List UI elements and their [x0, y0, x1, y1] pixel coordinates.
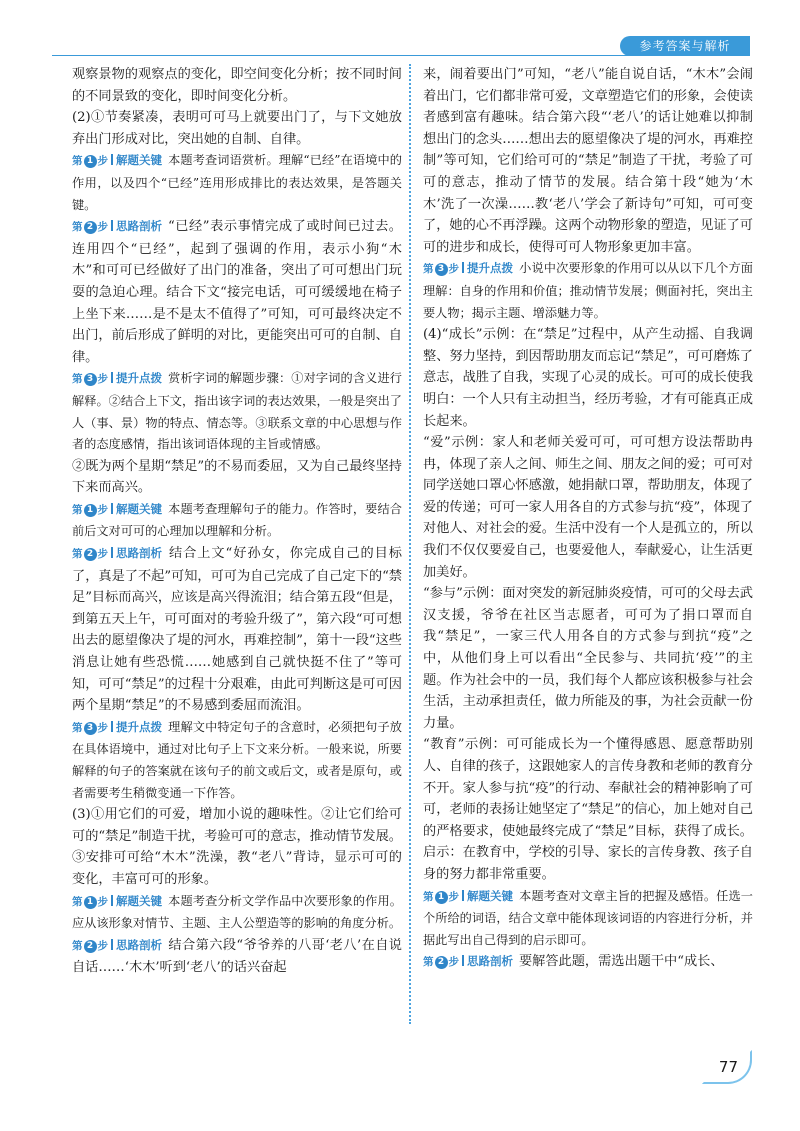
step-badge: 第 2 步 思路剖析 [72, 546, 162, 561]
paragraph: 来，闹着要出门”可知，“老八”能自说自话，“木木”会闹着出门，它们都非常可爱，文章塑造它们的形象，会使读者感到富有趣味。结合第六段“‘老八’的话让她难以抑制想出门的念头……想出去的愿望像决了堤的河水，再难控制”等可知，它们给可可的“禁足”制造了干扰，考验了可可的意志，推动了情节的发展。结合第十段“她为‘木木’洗了一次澡……教‘老八’学会了新诗句”可知，可可变了，她的心不再浮躁。这两个动物形象的塑造，见证了可可的进步和成长，使得可可人物形象更加丰富。 [423, 67, 753, 255]
left-column [72, 64, 402, 979]
step-badge: 第 1 步 解题关键 [423, 888, 513, 903]
step-badge: 第 2 步 思路剖析 [72, 937, 162, 952]
step-badge: 第 1 步 解题关键 [72, 501, 162, 516]
step-tips: 第 3 步 提升点拨 理解文中特定句子的含意时，必须把句子放在具体语境中，通过对比句子上下文来分析。一般来说，所要解释的句子的答案就在该句子的前文或后文，或者是原句，或者需要考生稍微变通一下作答。 [72, 717, 402, 804]
answer-2-2: ②既为两个星期“禁足”的不易而委屈，又为自己最终坚持下来而高兴。 [72, 458, 402, 496]
step-keypoint: 第 1 步 解题关键 本题考查对文章主旨的把握及感悟。任选一个所给的词语，结合文章中能体现该词语的内容进行分析，并据此写出自己得到的启示即可。 [423, 886, 753, 952]
step-badge: 第 1 步 解题关键 [72, 893, 162, 908]
step-tips: 第 3 步 提升点拨 赏析字词的解题步骤：①对字词的含义进行解释。②结合上下文，指出该字词的表达效果，一般是突出了人（事、景）物的特点、情态等。③联系文章的中心思想与作者的态度感情，指出该词语体现的主旨或情感。 [72, 368, 402, 455]
step-keypoint: 第 1 步 解题关键 本题考查词语赏析。理解“已经”在语境中的作用，以及四个“已经”连用形成排比的表达效果，是答题关键。 [72, 150, 402, 216]
answer-2-1: (2)①节奏紧凑，表明可可马上就要出门了，与下文她放弃出门形成对比，突出她的自制、自律。 [72, 110, 402, 147]
step-badge: 第 1 步 解题关键 [72, 153, 162, 168]
step-analysis: 第 2 步 思路剖析 结合第六段“爷爷养的八哥‘老八’在自说自话……‘木木’听到‘老八’的话兴奋起 [72, 935, 402, 979]
page-number: 77 [718, 1058, 738, 1076]
step-keypoint: 第 1 步 解题关键 本题考查分析文学作品中次要形象的作用。应从该形象对情节、主题、主人公塑造等的影响的角度分析。 [72, 891, 402, 935]
step-badge: 第 3 步 提升点拨 [423, 261, 513, 276]
step-analysis: 第 2 步 思路剖析 结合上文“好孙女，你完成自己的目标了，真是了不起”可知，可可为自己完成了自己定下的“禁足”目标而高兴，应该是高兴得流泪；结合第五段“但是，到第五天上午，可可面对的考验升级了”，第六段“可可想出去的愿望像决了堤的河水，再难控制”，第十一段“这些消息让她有些恐慌……她感到自己就快挺不住了”等可知，可可“禁足”的过程十分艰难，由此可判断这是可可因两个星期“禁足”的不易感到委屈而流泪。 [72, 543, 402, 717]
answer-4-growth: (4)“成长”示例：在“禁足”过程中，从产生动摇、自我调整、努力坚持，到因帮助朋友而忘记“禁足”，可可磨炼了意志，战胜了自我，实现了心灵的成长。可可的成长使我明白：一个人只有主动担当，经历考验，才有可能真正成长起来。 [423, 327, 753, 429]
answer-4-education: “教育”示例：可可能成长为一个懂得感恩、愿意帮助别人、自律的孩子，这跟她家人的言传身教和老师的教育分不开。家人参与抗“疫”的行动、奉献社会的精神影响了可可，老师的表扬让她坚定了“禁足”的信心，加上她对自己的严格要求，使她最终完成了“禁足”目标，获得了成长。启示：在教育中，学校的引导、家长的言传身教、孩子自身的努力都非常重要。 [423, 737, 753, 882]
step-tips: 第 3 步 提升点拨 小说中次要形象的作用可以从以下几个方面理解：自身的作用和价值；推动情节发展；侧面衬托，突出主要人物；揭示主题、增添魅力等。 [423, 258, 753, 324]
step-badge: 第 3 步 提升点拨 [72, 719, 162, 734]
paragraph: 观察景物的观察点的变化，即空间变化分析；按不同时间的不同景致的变化，即时间变化分析。 [72, 67, 402, 104]
answer-3: (3)①用它们的可爱，增加小说的趣味性。②让它们给可可的“禁足”制造干扰，考验可可的意志，推动情节发展。③安排可可给“木木”洗澡，教“老八”背诗，显示可可的变化，丰富可可的形象。 [72, 807, 402, 887]
section-header-tab: 参考答案与解析 [620, 36, 750, 56]
header-rule [52, 55, 750, 56]
step-analysis: 第 2 步 思路剖析 “已经”表示事情完成了或时间已过去。连用四个“已经”，起到了强调的作用，表示小狗“木木”和可可已经做好了出门的准备，突出了可可想出门玩耍的急迫心理。结合下文“接完电话，可可缓缓地在椅子上坐下来……是不是太不值得了”可知，可可最终决定不出门，前后形成了鲜明的对比，更能突出可可的自制、自律。 [72, 216, 402, 368]
column-divider [409, 64, 411, 1024]
step-keypoint: 第 1 步 解题关键 本题考查理解句子的能力。作答时，要结合前后文对可可的心理加以理解和分析。 [72, 499, 402, 543]
step-analysis: 第 2 步 思路剖析 要解答此题，需选出题干中“成长、 [423, 951, 753, 974]
answer-4-love: “爱”示例：家人和老师关爱可可，可可想方设法帮助冉冉，体现了亲人之间、师生之间、朋友之间的爱；可可对同学送她口罩心怀感激，她捐献口罩，帮助朋友，体现了爱的传递；可可一家人用各自的方式参与抗“疫”，体现了对他人、对社会的爱。生活中没有一个人是孤立的，所以我们不仅仅要爱自己，也要爱他人，奉献爱心，让生活更加美好。 [423, 435, 753, 580]
step-badge: 第 2 步 思路剖析 [72, 219, 162, 234]
right-column [423, 64, 753, 974]
step-badge: 第 3 步 提升点拨 [72, 371, 162, 386]
step-badge: 第 2 步 思路剖析 [423, 954, 513, 969]
answer-4-participation: “参与”示例：面对突发的新冠肺炎疫情，可可的父母去武汉支援，爷爷在社区当志愿者，可可为了捐口罩而自我“禁足”，一家三代人用各自的方式参与到抗“疫”之中，从他们身上可以看出“全民参与、共同抗‘疫’”的主题。作为社会中的一员，我们每个人都应该积极参与社会生活，主动承担责任，做力所能及的事，为社会贡献一份力量。 [423, 586, 753, 731]
